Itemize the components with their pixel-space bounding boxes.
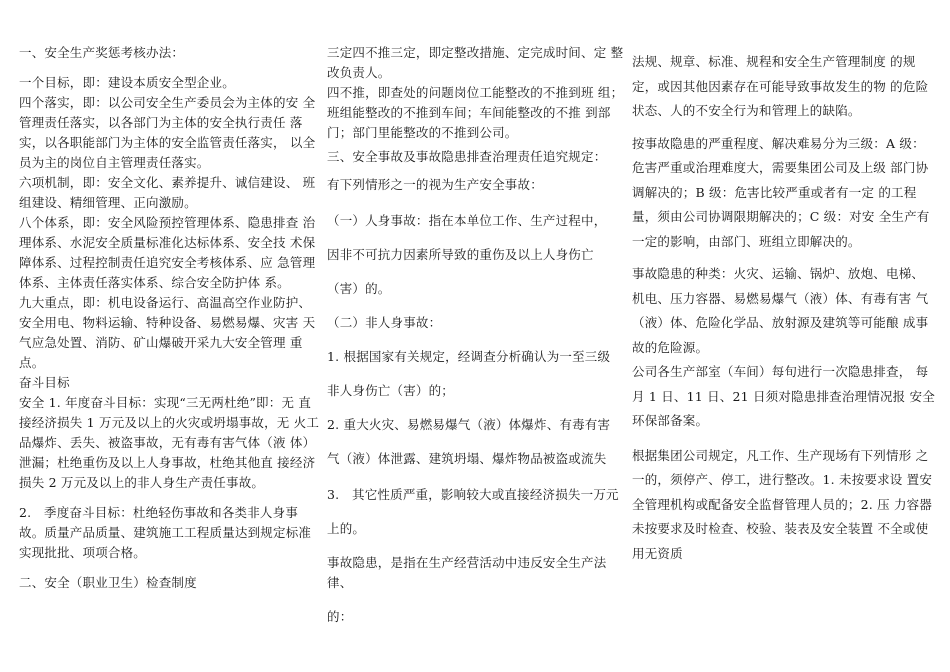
paragraph: 法规、规章、标准、规程和安全生产管理制度 的规定，或因其他因素存在可能导致事故发生的物 的危险状态、人的不安全行为和管理上的缺陷。 <box>632 54 929 118</box>
paragraph: 根据集团公司规定，凡工作、生产现场有下列情形 之一的，须停产、停工，进行整改。1. 未按要求设 置安全管理机构或配备安全监督管理人员的；2. 压 力容器未按要求及时检查、校验、装表及安全装置 不全或使用无资质 <box>632 447 933 561</box>
paragraph: （害）的。 <box>327 281 391 296</box>
paragraph: 2. 季度奋斗目标：杜绝轻伤事故和各类非人身事 故。质量产品质量、建筑施工工程质量达到规定标准 实现批批、项项合格。 <box>19 505 312 560</box>
section-heading: 三、安全事故及事故隐患排查治理责任追究规定： <box>327 149 607 164</box>
section-heading: 二、安全（职业卫生）检查制度 <box>19 575 197 590</box>
paragraph: 有下列情形之一的视为生产安全事故： <box>327 177 543 192</box>
paragraph: 一个目标，即：建设本质安全型企业。 <box>19 75 235 90</box>
list-item: 1. 根据国家有关规定，经调查分析确认为一至三级 <box>327 349 611 364</box>
text-column-middle <box>327 0 627 627</box>
paragraph: 事故隐患，是指在生产经营活动中违反安全生产法 律、 <box>327 555 607 590</box>
subheading: 奋斗目标 <box>19 375 70 390</box>
list-item: 气（液）体泄露、建筑坍塌、爆炸物品被盗或流失 <box>327 451 607 466</box>
list-item: 非人身伤亡（害）的； <box>327 383 455 398</box>
paragraph: 四个落实，即：以公司安全生产委员会为主体的安 全管理责任落实，以各部门为主体的安全执行责任 落实，以各职能部门为主体的安全监管责任落实， 以全员为主的岗位自主管理责任落实。 <box>19 95 316 170</box>
paragraph: 因非不可抗力因素所导致的重伤及以上人身伤亡 <box>327 247 594 262</box>
paragraph: 公司各生产部室（车间）每旬进行一次隐患排查， 每月 1 日、11 日、21 日须对隐患排查治理情况报 安全环保部备案。 <box>632 364 935 428</box>
paragraph: 八个体系，即：安全风险预控管理体系、隐患排查 治理体系、水泥安全质量标准化达标体系、安全技 术保障体系、过程控制责任追究安全考核体系、应 急管理体系、主体责任落实体系、综合安全防护体 系。 <box>19 215 316 290</box>
paragraph: 按事故隐患的严重程度、解决难易分为三级：A 级：危害严重或治理难度大，需要集团公司及上级 部门协调解决的；B 级：危害比较严重或者有一定 的工程量，须由公司协调限期解决的；C 级：对安 全生产有一定的影响，由部门、班组立即解决的。 <box>632 135 930 249</box>
paragraph: 安全 1. 年度奋斗目标：实现“三无两杜绝”即：无 直接经济损失 1 万元及以上的火灾或坍塌事故，无 火工品爆炸、丢失、被盗事故，无有毒有害气体（液 体）泄漏；杜绝重伤及以上人身事故，杜绝其他直 接经济损失 2 万元及以上的非人身生产责任事故。 <box>19 395 320 490</box>
paragraph: 九大重点，即：机电设备运行、高温高空作业防护、 安全用电、物料运输、特种设备、易燃易爆、灾害 天气应急处置、消防、矿山爆破开采九大安全管理 重点。 <box>19 295 316 370</box>
paragraph: （一）人身事故：指在本单位工作、生产过程中， <box>327 213 607 228</box>
paragraph: 三定四不推三定，即定整改措施、定完成时间、定 整改负责人。 <box>327 45 624 80</box>
paragraph: 事故隐患的种类：火灾、运输、锅炉、放炮、电梯、 机电、压力容器、易燃易爆气（液）体、有毒有害 气（液）体、危险化学品、放射源及建筑等可能酿 成事故的危险源。 <box>632 266 929 355</box>
subheading: （二）非人身事故： <box>327 315 442 330</box>
paragraph: 六项机制，即：安全文化、素养提升、诚信建设、 班组建设、精细管理、正向激励。 <box>19 175 316 210</box>
list-item: 3. 其它性质严重，影响较大或直接经济损失一万元 <box>327 487 619 502</box>
section-heading: 一、安全生产奖惩考核办法： <box>19 45 185 60</box>
list-item: 2. 重大火灾、易燃易爆气（液）体爆炸、有毒有害 <box>327 417 611 432</box>
text-column-left <box>19 0 323 593</box>
paragraph: 四不推，即查处的问题岗位工能整改的不推到班 组；班组能整改的不推到车间；车间能整改的不推 到部门；部门里能整改的不推到公司。 <box>327 85 624 140</box>
paragraph: 的： <box>327 609 353 624</box>
list-item: 上的。 <box>327 521 366 536</box>
text-column-right <box>632 0 937 566</box>
